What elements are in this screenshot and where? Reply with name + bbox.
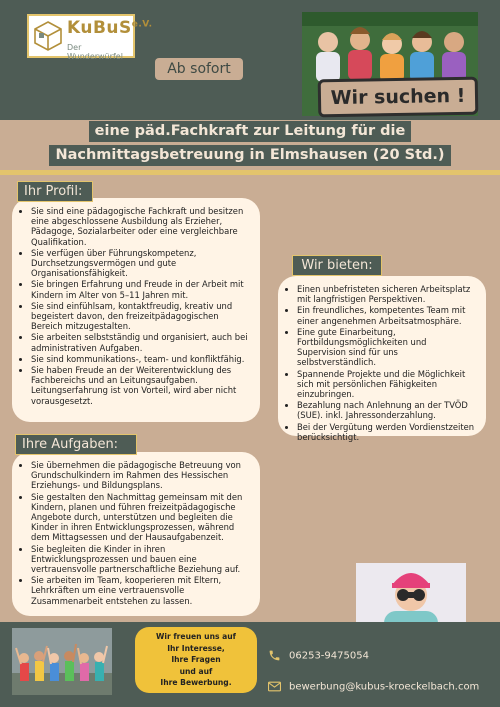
profil-item: • Sie verfügen über Führungskompetenz, Durchsetzungsvermögen und gute Organisationsfähigkeit.	[31, 248, 250, 279]
phone-number: 06253-9475054	[289, 650, 369, 662]
logo-name: KuBuS$^{e.V.}$	[67, 18, 153, 38]
job-title-line-1: eine päd.Fachkraft zur Leitung für die	[89, 121, 412, 142]
gold-divider	[0, 170, 500, 175]
aufgaben-item: • Sie übernehmen die pädagogische Betreuung von Grundschulkindern im Rahmen des Hessischen Erziehungs- und Bildungsplans.	[31, 460, 250, 491]
mail-icon	[268, 681, 281, 692]
cheering-children-photo	[12, 628, 112, 695]
profil-item: • Sie sind kommunikations-, team- und konfliktfähig.	[31, 354, 250, 364]
email-contact[interactable]	[268, 681, 479, 693]
profil-item: • Sie sind einfühlsam, kontaktfreudig, kreativ und begeistert davon, den freizeitpädagogischen Bereich mitzugestalten.	[31, 301, 250, 332]
bieten-item: • Eine gute Einarbeitung, Fortbildungsmöglichkeiten und Supervision sind für uns selbstverständlich.	[297, 327, 476, 368]
email-address: bewerbung@kubus-kroeckelbach.com	[289, 681, 480, 693]
freuen-line: und auf	[179, 666, 213, 676]
aufgaben-heading: Ihre Aufgaben:	[15, 434, 137, 455]
bieten-item: • Bezahlung nach Anlehnung an der TVÖD (SUE). inkl. Jahressonderzahlung.	[297, 400, 476, 420]
kubus-logo	[27, 14, 153, 61]
cube-logo-icon	[33, 20, 63, 52]
profil-item: • Sie sind eine pädagogische Fachkraft und besitzen eine abgeschlossene Ausbildung als Erzieher, Pädagoge, Sozialarbeiter oder eine vergleichbare Qualifikation.	[31, 206, 250, 247]
ab-sofort-badge: Ab sofort	[155, 58, 243, 80]
bieten-item: • Spannende Projekte und die Möglichkeit sich mit persönlichen Fähigkeiten einzubringen.	[297, 369, 476, 400]
job-title-line-2: Nachmittagsbetreuung in Elmshausen (20 Std.)	[49, 145, 450, 166]
aufgaben-item: • Sie gestalten den Nachmittag gemeinsam mit den Kindern, planen und führen freizeitpädagogische Angebote durch, unterstützen und begleiten die Kinder in ihren Entwicklungsprozessen, während dem Mittagsessen und der Hausaufgabenzeit.	[31, 492, 250, 543]
profil-item: • Sie bringen Erfahrung und Freude in der Arbeit mit Kindern im Alter von 5–11 Jahren mit.	[31, 279, 250, 299]
aufgaben-item: • Sie begleiten die Kinder in ihren Entwicklungsprozessen und bauen eine vertrauensvolle partnerschaftliche Beziehung auf.	[31, 544, 250, 575]
freuen-line: Ihre Fragen	[171, 655, 221, 664]
bieten-item: • Einen unbefristeten sicheren Arbeitsplatz mit langfristigen Perspektiven.	[297, 284, 476, 304]
aufgaben-card	[12, 452, 260, 616]
profil-card	[12, 198, 260, 422]
profil-item: • Sie haben Freude an der Weiterentwicklung des Fachbereichs und an Leitungsaufgaben. Leitungserfahrung ist von Vorteil, wird aber nicht vorausgesetzt.	[31, 365, 250, 406]
phone-icon	[268, 649, 281, 662]
freuen-line: Ihre Bewerbung.	[160, 678, 232, 687]
profil-item: • Sie arbeiten selbstständig und organisiert, auch bei administrativen Aufgaben.	[31, 332, 250, 352]
freuen-box	[135, 627, 257, 693]
bieten-card	[278, 276, 486, 442]
aufgaben-item: • Sie arbeiten im Team, kooperieren mit Eltern, Lehrkräften um eine vertrauensvolle Zusammenarbeit entstehen zu lassen.	[31, 575, 250, 606]
phone-contact[interactable]	[268, 649, 369, 662]
job-title	[30, 120, 470, 168]
bieten-item: • Bei der Vergütung werden Vordienstzeiten berücksichtigt.	[297, 422, 476, 442]
bieten-heading: Wir bieten:	[292, 255, 382, 276]
wir-suchen-sign: Wir suchen !	[318, 77, 479, 118]
freuen-line: Wir freuen uns auf	[156, 632, 236, 641]
profil-heading: Ihr Profil:	[17, 181, 93, 202]
bieten-item: • Ein freundliches, kompetentes Team mit einer angenehmen Arbeitsatmosphäre.	[297, 305, 476, 325]
freuen-line: Ihr Interesse,	[167, 643, 225, 653]
logo-tagline: Der Wunderwürfel	[67, 43, 123, 61]
